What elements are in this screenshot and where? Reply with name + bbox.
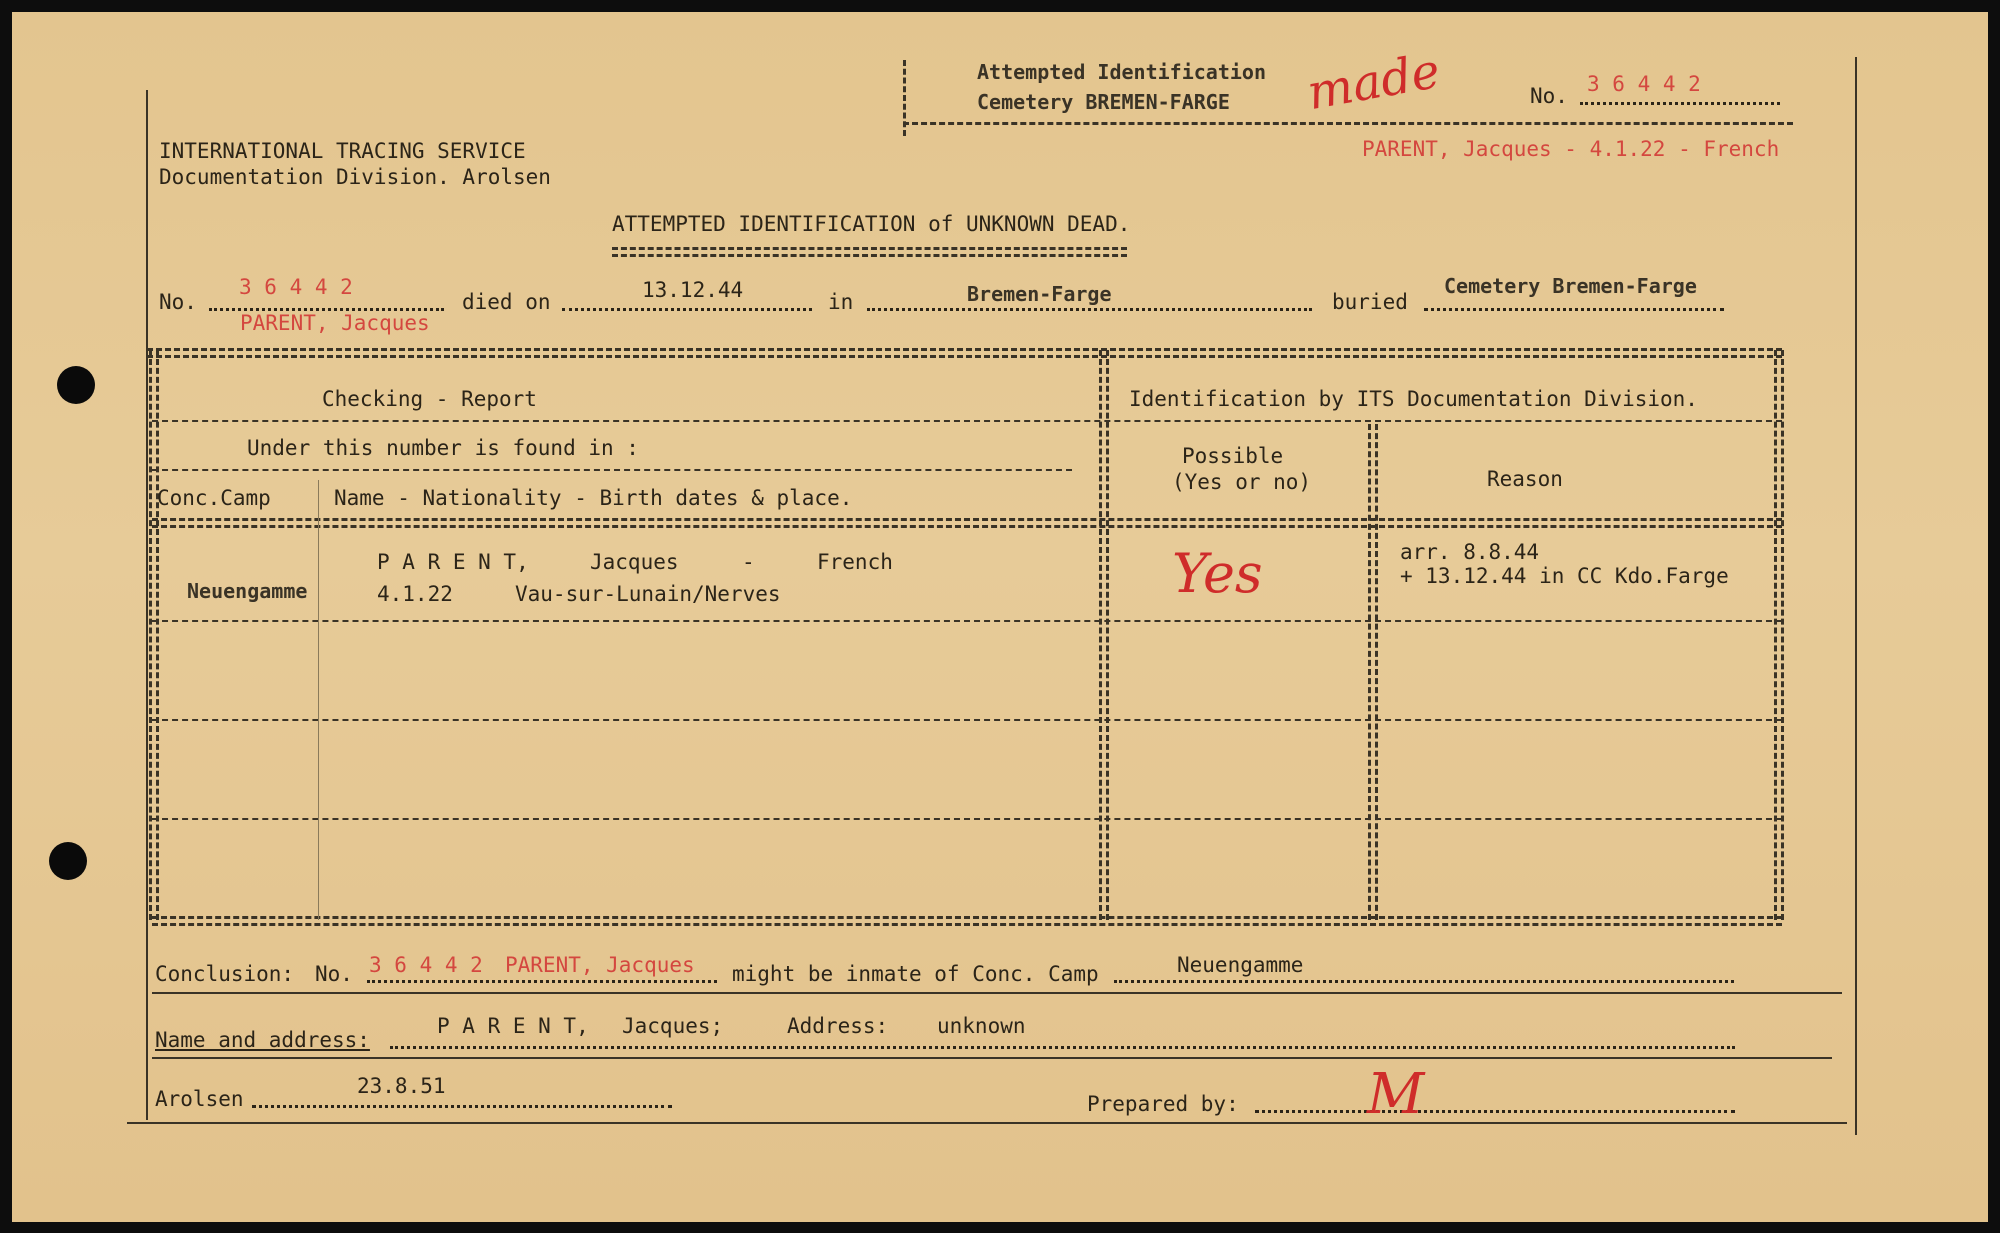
right-frame-line bbox=[1855, 57, 1857, 1135]
header-no-dots bbox=[1580, 102, 1780, 105]
punch-hole-top bbox=[57, 366, 95, 404]
address-value: unknown bbox=[937, 1014, 1026, 1038]
handwritten-made: made bbox=[1303, 42, 1445, 122]
possible-column-divider bbox=[1099, 350, 1109, 920]
row1-camp: Neuengamme bbox=[187, 579, 308, 603]
row1-dash: - bbox=[742, 550, 755, 574]
footer-date-value: 23.8.51 bbox=[357, 1074, 446, 1098]
row1-birth-date: 4.1.22 bbox=[377, 582, 453, 606]
table-top-border bbox=[147, 348, 1782, 358]
col-header-camp: Conc.Camp bbox=[157, 486, 271, 510]
conclusion-separator bbox=[152, 992, 1842, 994]
record-name-red: PARENT, Jacques bbox=[240, 311, 430, 335]
buried-value: Cemetery Bremen-Farge bbox=[1444, 274, 1697, 298]
conclusion-no-label: No. bbox=[315, 962, 353, 986]
punch-hole-bottom bbox=[49, 842, 87, 880]
conclusion-name-red: PARENT, Jacques bbox=[505, 953, 695, 977]
bottom-frame-line bbox=[127, 1122, 1847, 1124]
table-header-rule bbox=[152, 420, 1782, 422]
died-value: 13.12.44 bbox=[642, 278, 744, 302]
prepared-by-initials: M bbox=[1367, 1062, 1425, 1127]
camp-column-divider bbox=[318, 480, 319, 920]
prepared-by-dots bbox=[1255, 1110, 1735, 1113]
died-label: died on bbox=[462, 290, 551, 314]
row1-possible-yes: Yes bbox=[1172, 542, 1263, 605]
title-underline bbox=[612, 247, 1127, 257]
row1-name: P A R E N T, bbox=[377, 550, 529, 574]
stamp-line-1: Attempted Identification bbox=[977, 60, 1266, 84]
conclusion-camp-dots bbox=[1114, 980, 1734, 983]
found-in-label: Under this number is found in : bbox=[247, 436, 639, 460]
row1-birth-place: Vau-sur-Lunain/Nerves bbox=[515, 582, 781, 606]
name-address-dots bbox=[390, 1046, 1735, 1049]
name-address-first-name: Jacques; bbox=[622, 1014, 724, 1038]
table-left-border bbox=[149, 350, 159, 920]
conclusion-no-dots bbox=[367, 980, 717, 983]
column-header-rule bbox=[152, 518, 1782, 528]
conclusion-middle-text: might be inmate of Conc. Camp bbox=[732, 962, 1099, 986]
org-line-2: Documentation Division. Arolsen bbox=[159, 165, 551, 189]
identification-header: Identification by ITS Documentation Division. bbox=[1129, 387, 1698, 411]
row1-reason-line-1: arr. 8.8.44 bbox=[1400, 540, 1540, 564]
col-header-name: Name - Nationality - Birth dates & place. bbox=[334, 486, 853, 510]
address-label: Address: bbox=[787, 1014, 889, 1038]
row1-bottom-rule bbox=[152, 620, 1782, 622]
col-header-possible-2: (Yes or no) bbox=[1172, 470, 1312, 494]
record-no-value: 3 6 4 4 2 bbox=[239, 275, 353, 299]
col-header-reason: Reason bbox=[1487, 467, 1563, 491]
footer-place-label: Arolsen bbox=[155, 1087, 244, 1111]
in-value: Bremen-Farge bbox=[967, 282, 1112, 306]
index-card bbox=[12, 12, 1988, 1222]
stamp-line-2: Cemetery BREMEN-FARGE bbox=[977, 90, 1230, 114]
row3-bottom-rule bbox=[152, 818, 1782, 820]
table-bottom-border bbox=[152, 916, 1782, 926]
org-line-1: INTERNATIONAL TRACING SERVICE bbox=[159, 139, 526, 163]
checking-report-header: Checking - Report bbox=[322, 387, 537, 411]
found-in-rule bbox=[152, 469, 1072, 471]
header-no-value: 3 6 4 4 2 bbox=[1587, 72, 1701, 96]
died-dots bbox=[562, 308, 812, 311]
row1-nationality: French bbox=[817, 550, 893, 574]
stamp-box-bottom bbox=[903, 122, 1793, 125]
left-frame-line bbox=[146, 90, 148, 1120]
conclusion-label: Conclusion: bbox=[155, 962, 295, 986]
conclusion-no-value: 3 6 4 4 2 bbox=[369, 953, 483, 977]
reason-column-divider bbox=[1368, 424, 1378, 920]
red-summary: PARENT, Jacques - 4.1.22 - French bbox=[1362, 137, 1780, 161]
row1-first-name: Jacques bbox=[590, 550, 679, 574]
record-no-label: No. bbox=[159, 290, 197, 314]
name-address-name: P A R E N T, bbox=[437, 1014, 589, 1038]
in-dots bbox=[867, 308, 1312, 311]
name-address-label: Name and address: bbox=[155, 1028, 370, 1052]
col-header-possible-1: Possible bbox=[1182, 444, 1284, 468]
buried-label: buried bbox=[1332, 290, 1408, 314]
conclusion-camp-value: Neuengamme bbox=[1177, 953, 1304, 977]
row2-bottom-rule bbox=[152, 719, 1782, 721]
footer-date-dots bbox=[252, 1105, 672, 1108]
buried-dots bbox=[1424, 308, 1724, 311]
name-address-separator bbox=[152, 1057, 1832, 1059]
in-label: in bbox=[828, 290, 854, 314]
header-no-label: No. bbox=[1530, 84, 1568, 108]
row1-reason-line-2: + 13.12.44 in CC Kdo.Farge bbox=[1400, 564, 1729, 588]
prepared-by-label: Prepared by: bbox=[1087, 1092, 1239, 1116]
table-right-border bbox=[1774, 350, 1784, 920]
page-title: ATTEMPTED IDENTIFICATION of UNKNOWN DEAD. bbox=[612, 212, 1131, 236]
